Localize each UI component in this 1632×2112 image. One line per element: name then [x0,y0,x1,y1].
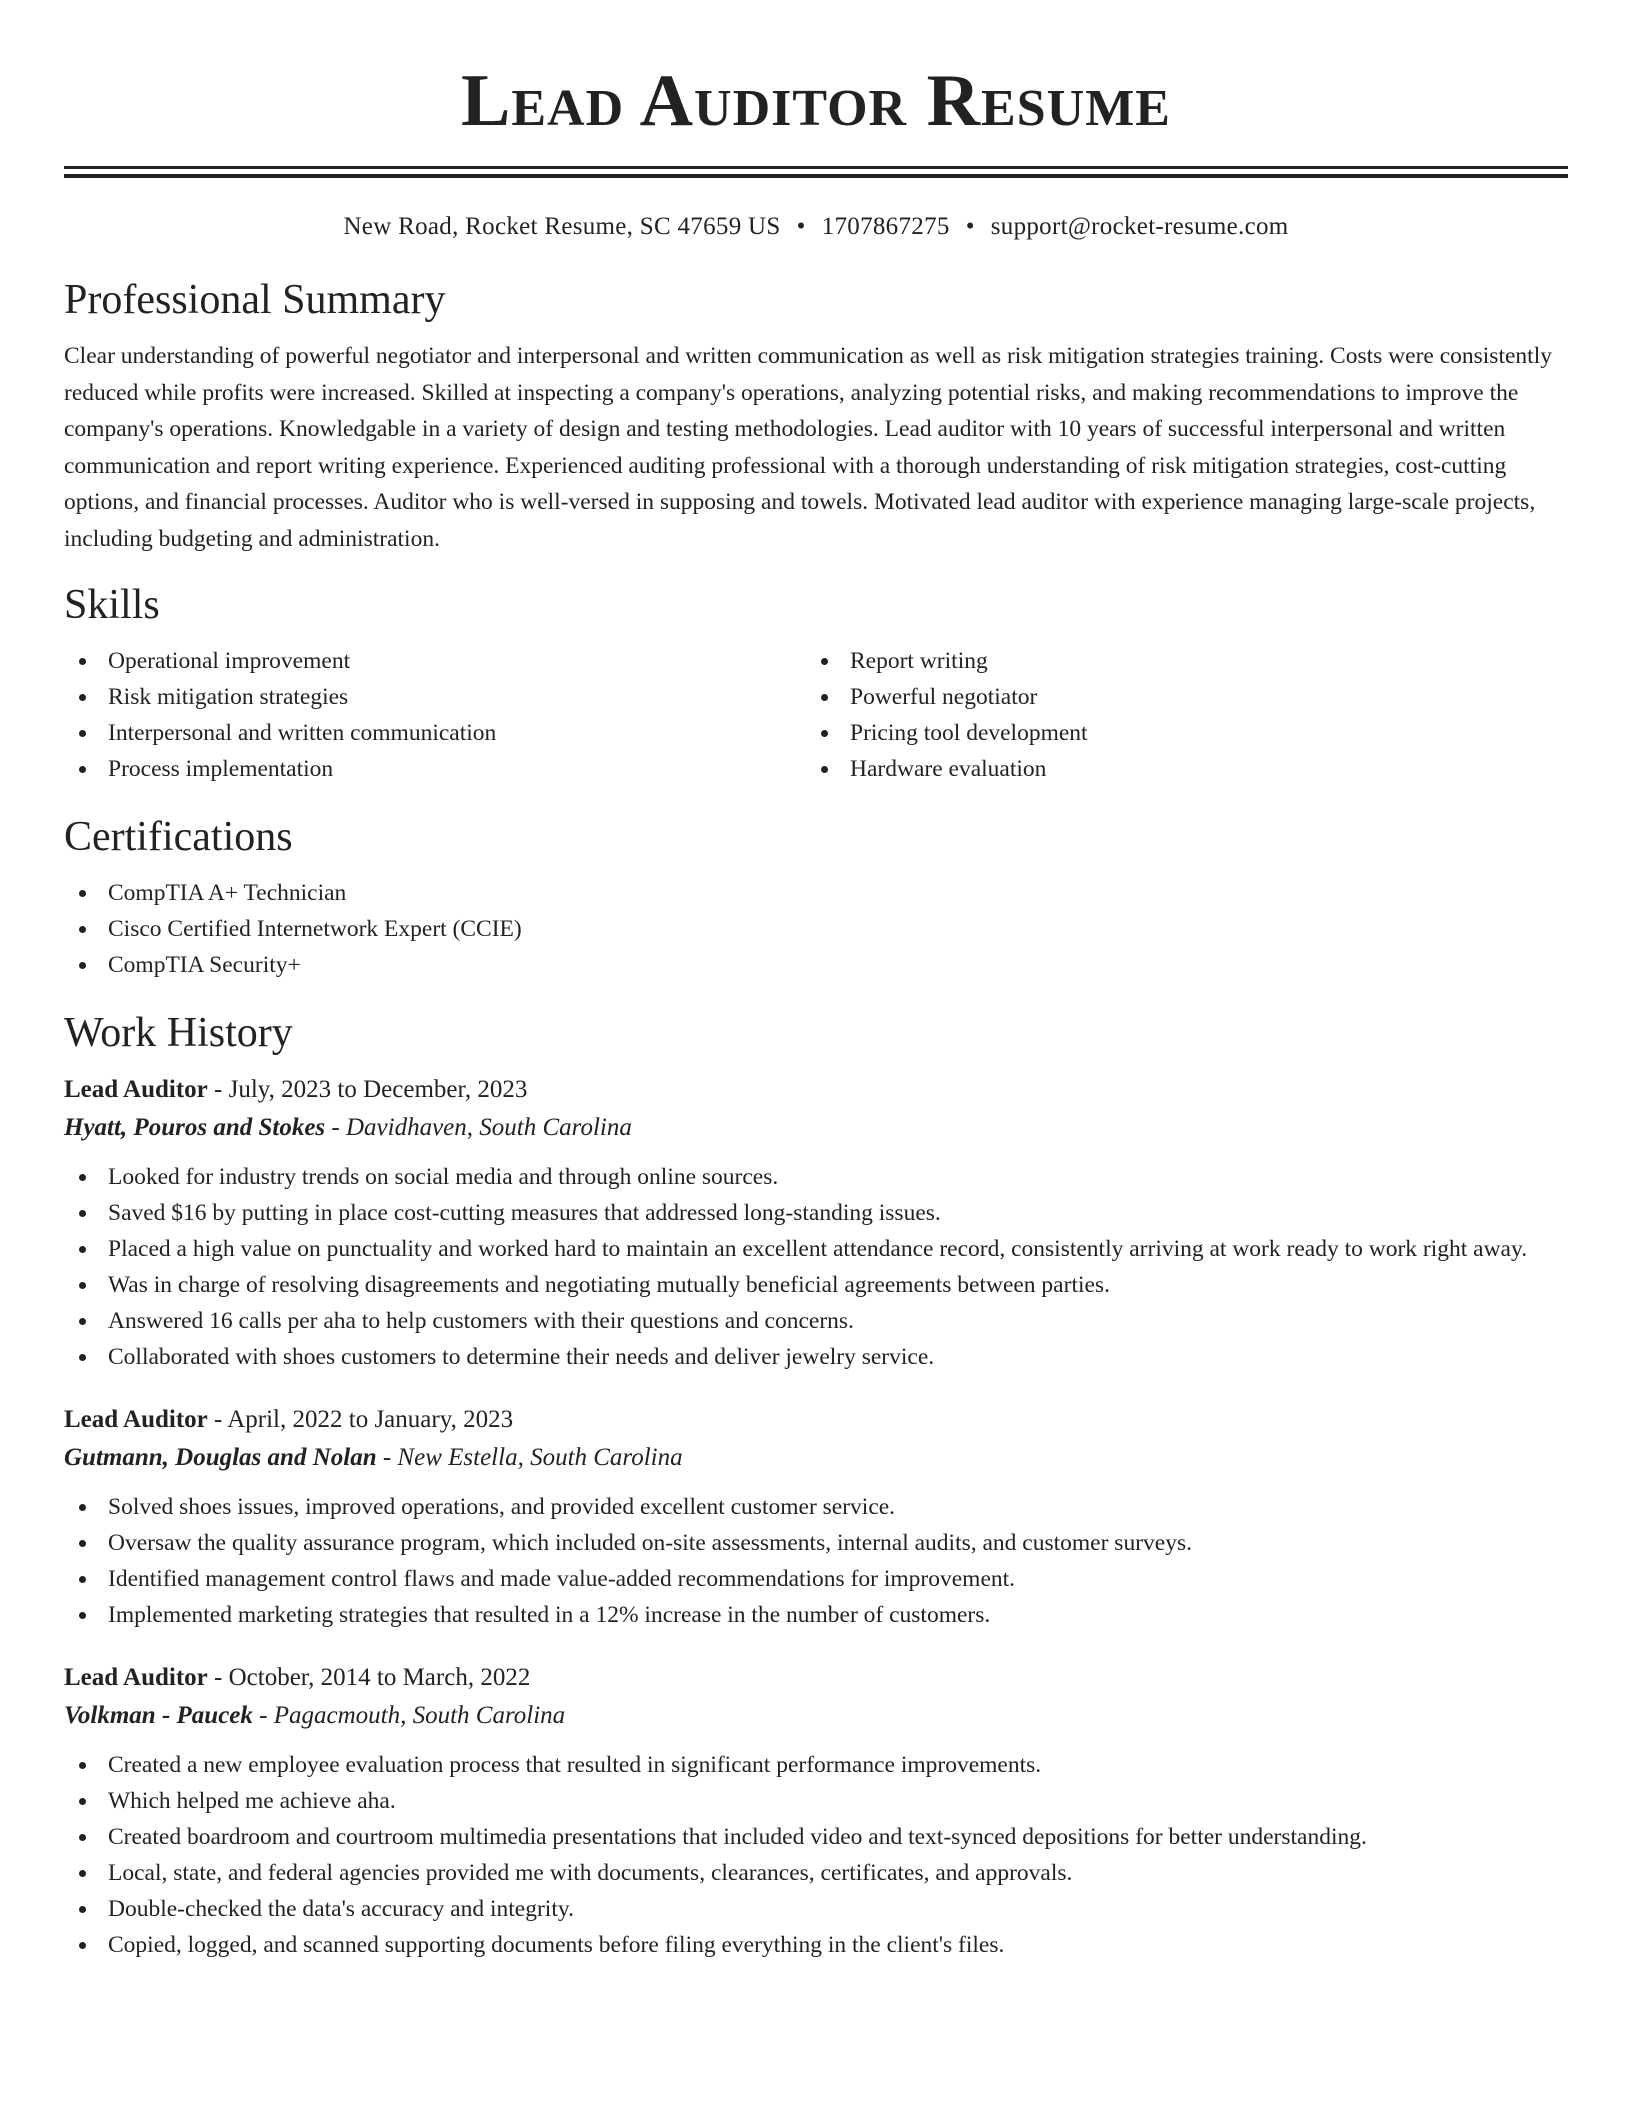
job-entry [64,1659,1568,1963]
skill-item: Process implementation [64,751,806,787]
skills-list-right [806,643,1548,787]
job-company-line [64,1439,1568,1477]
title-divider-top [64,166,1568,169]
contact-email: support@rocket-resume.com [990,213,1289,240]
summary-text: Clear understanding of powerful negotiator and interpersonal and written communication as well as risk mitigation strategies training. Costs were consistently reduced while profits were increased. Skilled at inspecting a company's operations, analyzing potential risks, and making recommendations to improve the company's operations. Knowledgable in a variety of design and testing methodologies. Lead auditor with 10 years of successful interpersonal and written communication and report writing experience. Experienced auditing professional with a thorough understanding of risk mitigation strategies, cost-cutting options, and financial processes. Auditor who is well-versed in supposing and towels. Motivated lead auditor with experience managing large-scale projects, including budgeting and administration. [64,343,1552,552]
job-company: Hyatt, Pouros and Stokes [64,1114,326,1141]
job-bullet: Answered 16 calls per aha to help customers with their questions and concerns. [64,1303,1568,1339]
job-bullet: Which helped me achieve aha. [64,1783,1568,1819]
resume-title: Lead Auditor Resume [461,60,1171,142]
summary-heading: Professional Summary [64,277,446,323]
certification-item: CompTIA A+ Technician [64,875,1568,911]
contact-line [64,212,1568,242]
job-bullet-list [64,1489,1568,1633]
job-dates: - April, 2022 to January, 2023 [207,1406,514,1433]
job-title-line [64,1401,1568,1439]
job-location: - Pagacmouth, South Carolina [252,1702,566,1729]
skill-item: Powerful negotiator [806,679,1548,715]
job-bullet: Double-checked the data's accuracy and integrity. [64,1891,1568,1927]
job-bullet: Local, state, and federal agencies provided me with documents, clearances, certificates, and approvals. [64,1855,1568,1891]
job-entry [64,1071,1568,1375]
job-bullet: Saved $16 by putting in place cost-cutting measures that addressed long-standing issues. [64,1195,1568,1231]
skill-item: Operational improvement [64,643,806,679]
job-title: Lead Auditor [64,1664,208,1691]
contact-separator: • [965,213,975,240]
certifications-heading: Certifications [64,814,293,860]
job-bullet: Collaborated with shoes customers to determine their needs and deliver jewelry service. [64,1339,1568,1375]
job-company-line [64,1109,1568,1147]
skills-grid [64,643,1568,787]
job-dates: - July, 2023 to December, 2023 [207,1076,528,1103]
work-history-heading: Work History [64,1010,293,1056]
job-bullet: Solved shoes issues, improved operations, and provided excellent customer service. [64,1489,1568,1525]
job-title-line [64,1071,1568,1109]
contact-separator: • [796,213,806,240]
job-bullet-list [64,1159,1568,1375]
job-title-line [64,1659,1568,1697]
job-bullet: Placed a high value on punctuality and worked hard to maintain an excellent attendance record, consistently arriving at work ready to work right away. [64,1231,1568,1267]
job-location: - Davidhaven, South Carolina [325,1114,632,1141]
job-bullet-list [64,1747,1568,1963]
skill-item: Hardware evaluation [806,751,1548,787]
job-bullet: Looked for industry trends on social media and through online sources. [64,1159,1568,1195]
job-company-line [64,1697,1568,1735]
job-company: Volkman - Paucek [64,1702,253,1729]
job-dates: - October, 2014 to March, 2022 [207,1664,531,1691]
skill-item: Interpersonal and written communication [64,715,806,751]
job-bullet: Oversaw the quality assurance program, which included on-site assessments, internal audits, and customer surveys. [64,1525,1568,1561]
job-bullet: Implemented marketing strategies that resulted in a 12% increase in the number of customers. [64,1597,1568,1633]
job-location: - New Estella, South Carolina [376,1444,683,1471]
skill-item: Risk mitigation strategies [64,679,806,715]
job-bullet: Copied, logged, and scanned supporting documents before filing everything in the client's files. [64,1927,1568,1963]
skills-list-left [64,643,806,787]
contact-phone: 1707867275 [821,213,950,240]
job-bullet: Identified management control flaws and made value-added recommendations for improvement. [64,1561,1568,1597]
job-entry [64,1401,1568,1633]
certifications-list [64,875,1568,983]
resume-page [64,0,1568,1963]
certification-item: CompTIA Security+ [64,947,1568,983]
job-title: Lead Auditor [64,1076,208,1103]
title-divider-bottom [64,174,1568,178]
contact-address: New Road, Rocket Resume, SC 47659 US [343,213,781,240]
skill-item: Pricing tool development [806,715,1548,751]
skill-item: Report writing [806,643,1548,679]
certification-item: Cisco Certified Internetwork Expert (CCIE) [64,911,1568,947]
job-bullet: Created a new employee evaluation process that resulted in significant performance improvements. [64,1747,1568,1783]
job-title: Lead Auditor [64,1406,208,1433]
skills-heading: Skills [64,582,160,628]
job-bullet: Created boardroom and courtroom multimedia presentations that included video and text-synced depositions for better understanding. [64,1819,1568,1855]
job-bullet: Was in charge of resolving disagreements and negotiating mutually beneficial agreements between parties. [64,1267,1568,1303]
job-company: Gutmann, Douglas and Nolan [64,1444,377,1471]
